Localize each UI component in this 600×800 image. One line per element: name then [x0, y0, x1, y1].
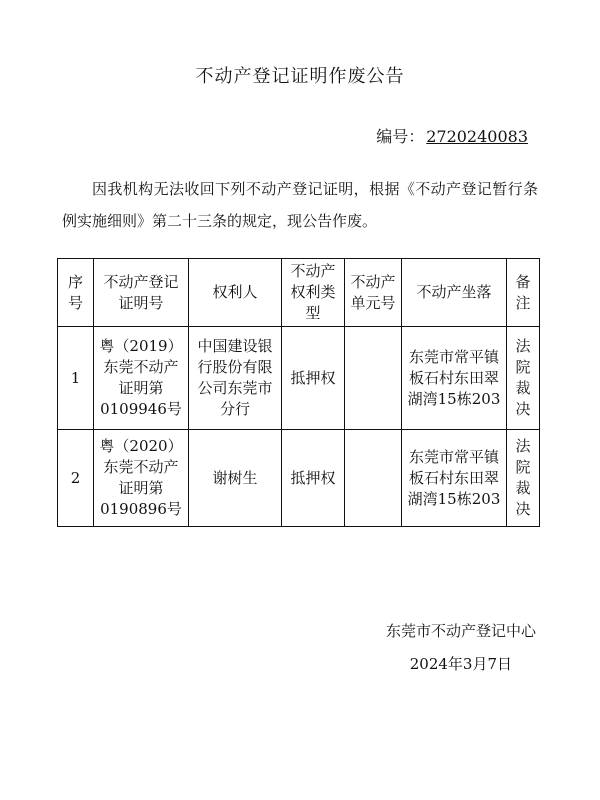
table-row — [58, 430, 540, 527]
document-number-label: 编号： — [376, 127, 425, 146]
cell-unit-no — [345, 327, 402, 430]
table-header-row — [58, 259, 540, 327]
cell-right-type: 抵押权 — [282, 327, 345, 430]
cell-seq: 1 — [58, 327, 94, 430]
cell-holder: 谢树生 — [189, 430, 282, 527]
table-row — [58, 327, 540, 430]
issue-date: 2024年3月7日 — [409, 655, 512, 673]
void-certificates-table — [57, 258, 540, 527]
header-unit-no: 不动产单元号 — [345, 259, 402, 327]
cell-holder: 中国建设银行股份有限公司东莞市分行 — [189, 327, 282, 430]
document-number-value: 2720240083 — [426, 127, 528, 146]
cell-cert-no: 粤（2020）东莞不动产证明第0190896号 — [94, 430, 189, 527]
cell-cert-no: 粤（2019）东莞不动产证明第0109946号 — [94, 327, 189, 430]
header-holder: 权利人 — [189, 259, 282, 327]
issuing-organization: 东莞市不动产登记中心 — [385, 622, 536, 640]
header-remark: 备注 — [507, 259, 540, 327]
cell-remark: 法院裁决 — [507, 327, 540, 430]
header-right-type: 不动产权利类型 — [282, 259, 345, 327]
page-title: 不动产登记证明作废公告 — [195, 66, 405, 87]
announcement-body: 因我机构无法收回下列不动产登记证明，根据《不动产登记暂行条例实施细则》第二十三条的规定，现公告作废。 — [62, 180, 538, 230]
header-seq: 序号 — [58, 259, 94, 327]
header-location: 不动产坐落 — [402, 259, 507, 327]
cell-seq: 2 — [58, 430, 94, 527]
cell-remark: 法院裁决 — [507, 430, 540, 527]
cell-location: 东莞市常平镇板石村东田翠湖湾15栋203 — [402, 430, 507, 527]
cell-right-type: 抵押权 — [282, 430, 345, 527]
header-cert-no: 不动产登记证明号 — [94, 259, 189, 327]
cell-location: 东莞市常平镇板石村东田翠湖湾15栋203 — [402, 327, 507, 430]
document-number — [376, 124, 528, 147]
cell-unit-no — [345, 430, 402, 527]
